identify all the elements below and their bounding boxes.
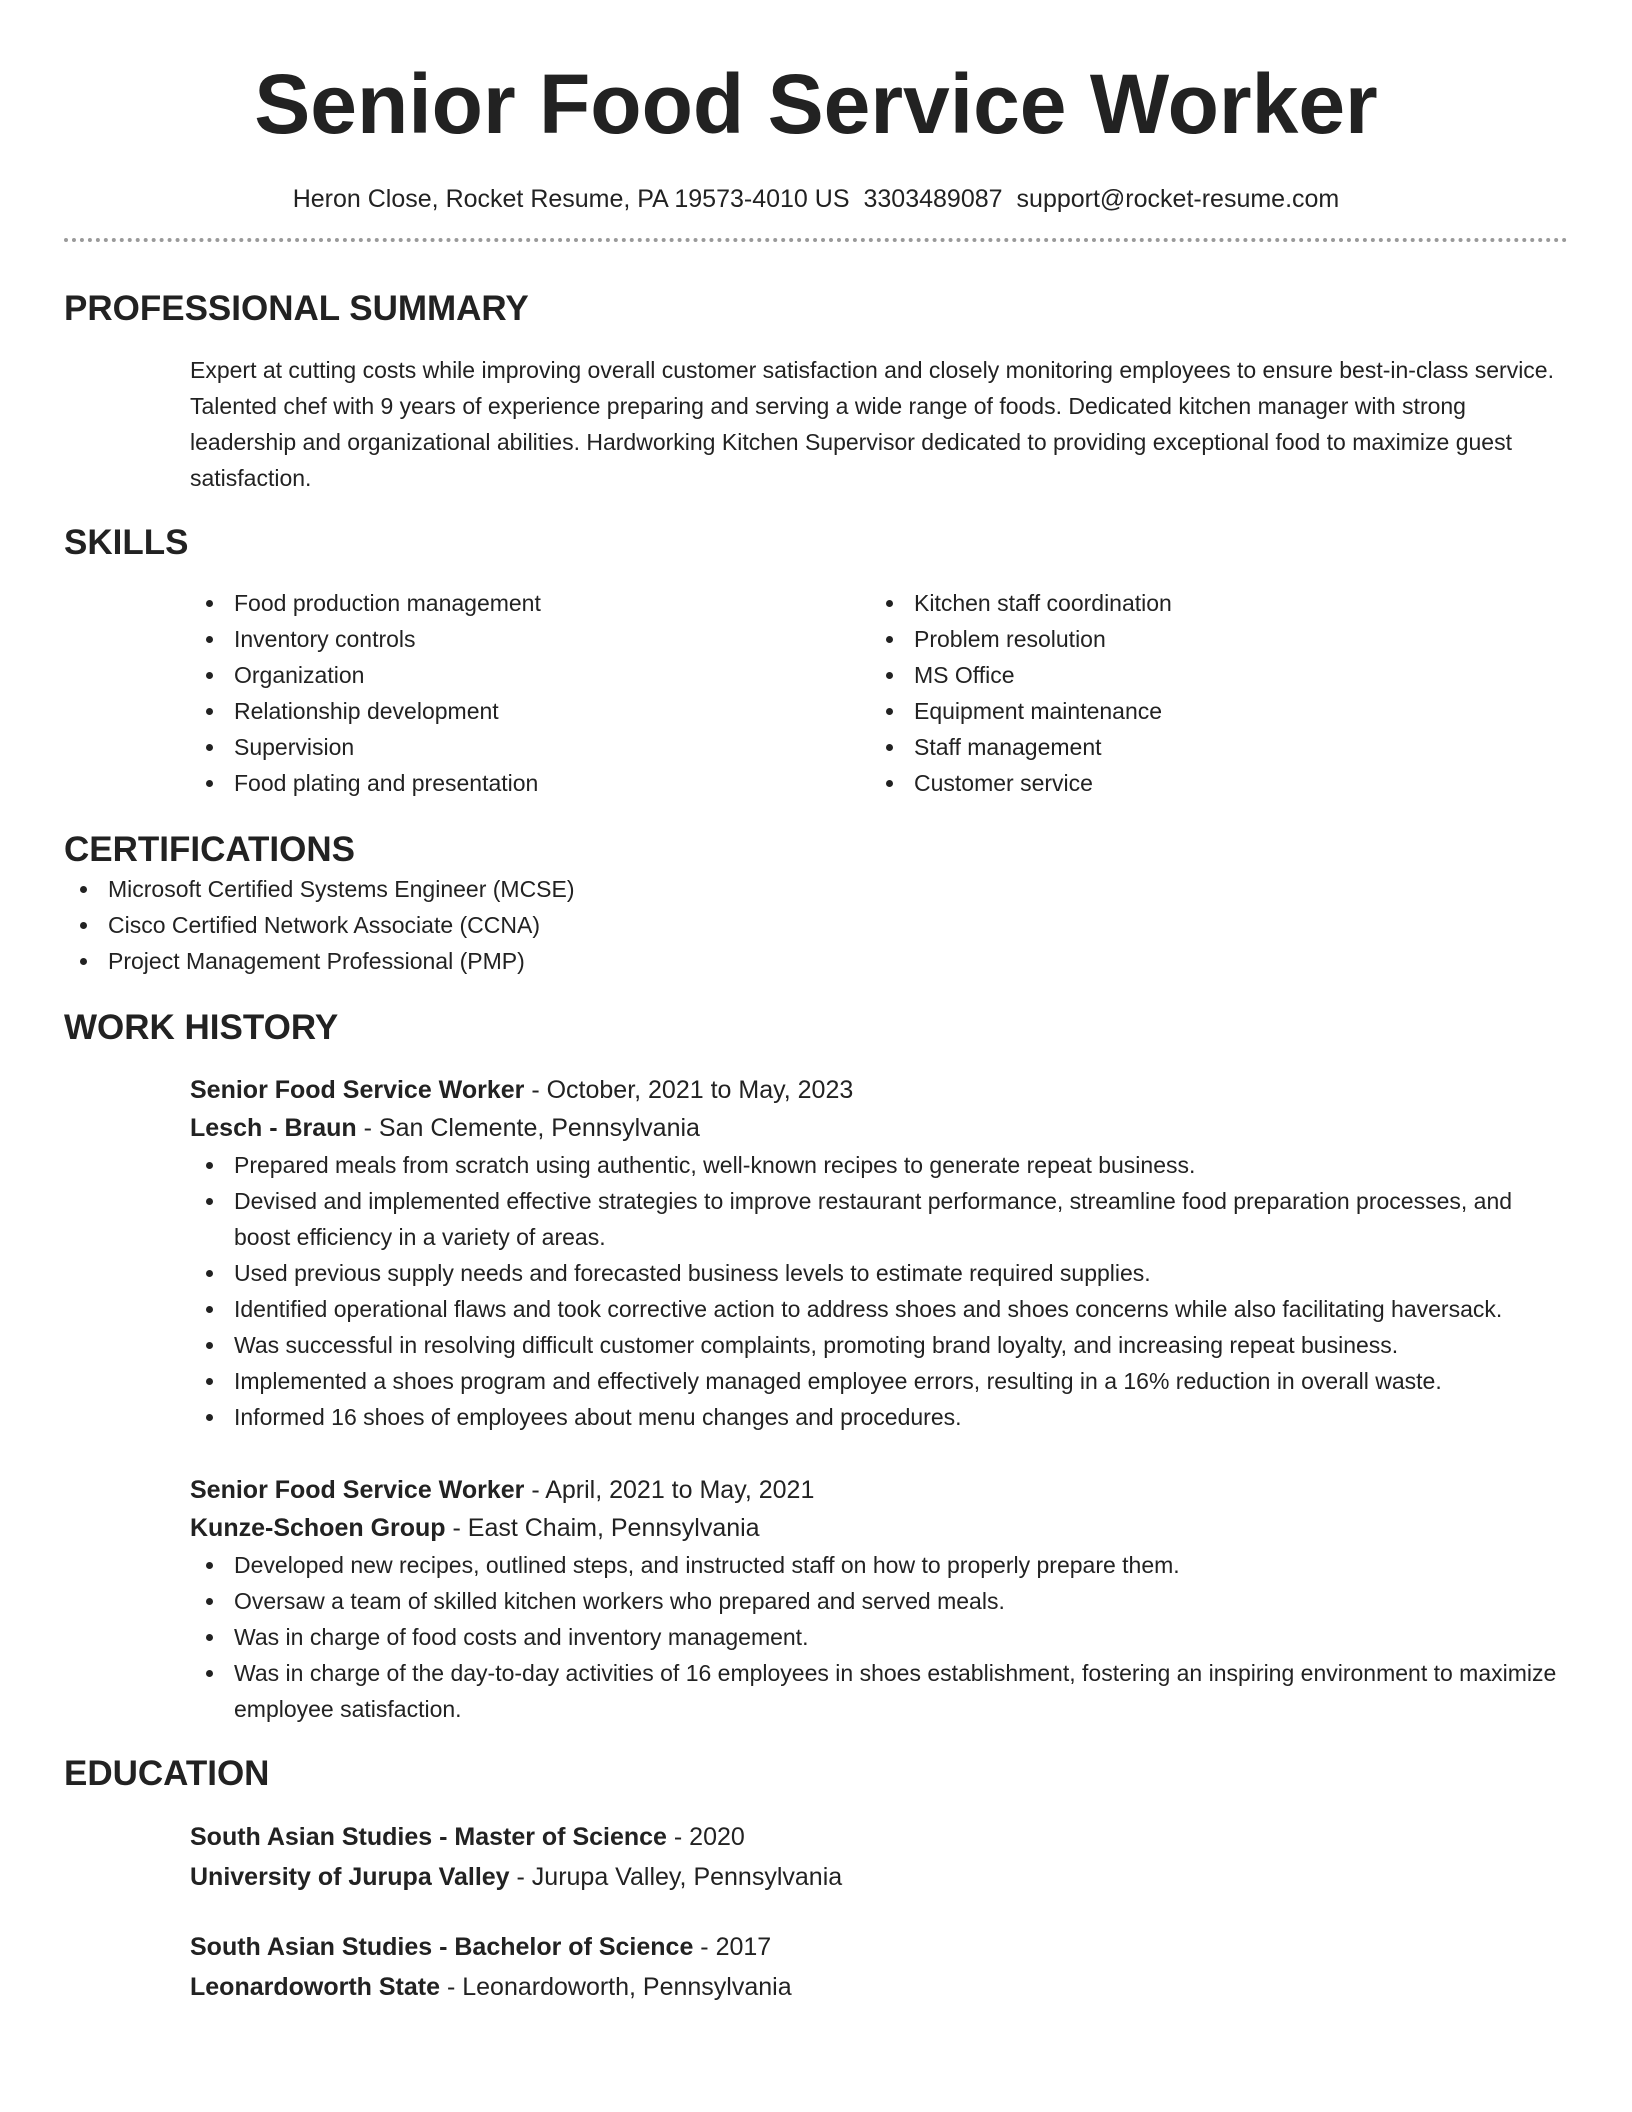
job-location: - East Chaim, Pennsylvania — [445, 1514, 760, 1542]
job-duty-item: Oversaw a team of skilled kitchen workers who prepared and served meals. — [190, 1583, 1568, 1619]
skill-item: Problem resolution — [870, 621, 1550, 657]
contact-address: Heron Close, Rocket Resume, PA 19573-4010 US — [292, 185, 850, 213]
job-duties-list — [190, 1547, 1568, 1727]
job-duties-list — [190, 1147, 1568, 1435]
job-duty-item: Was successful in resolving difficult customer complaints, promoting brand loyalty, and increasing repeat business. — [190, 1327, 1568, 1363]
education-degree: South Asian Studies - Master of Science — [190, 1823, 667, 1851]
skill-item: Staff management — [870, 729, 1550, 765]
skill-item: Kitchen staff coordination — [870, 585, 1550, 621]
skills-heading: SKILLS — [64, 523, 189, 562]
contact-line — [64, 184, 1568, 214]
contact-phone: 3303489087 — [863, 185, 1003, 213]
education-school: University of Jurupa Valley — [190, 1863, 510, 1891]
skills-column-right — [870, 585, 1550, 801]
education-location: - Leonardoworth, Pennsylvania — [440, 1973, 792, 2001]
skill-item: Relationship development — [190, 693, 870, 729]
education-school-line — [190, 1857, 1568, 1897]
skill-item: Equipment maintenance — [870, 693, 1550, 729]
job-company: Lesch - Braun — [190, 1114, 357, 1142]
job-duty-item: Identified operational flaws and took corrective action to address shoes and shoes concerns while also facilitating haversack. — [190, 1291, 1568, 1327]
education-year: - 2020 — [666, 1823, 745, 1851]
job-duty-item: Was in charge of the day-to-day activities of 16 employees in shoes establishment, fostering an inspiring environment to maximize employee satisfaction. — [190, 1655, 1568, 1727]
job-location: - San Clemente, Pennsylvania — [356, 1114, 700, 1142]
resume-page — [64, 0, 1568, 2007]
certification-item: Project Management Professional (PMP) — [64, 943, 1568, 979]
job-duty-item: Prepared meals from scratch using authentic, well-known recipes to generate repeat business. — [190, 1147, 1568, 1183]
education-heading: EDUCATION — [64, 1754, 270, 1793]
skill-item: Food production management — [190, 585, 870, 621]
skill-item: Food plating and presentation — [190, 765, 870, 801]
education-degree-line — [190, 1817, 1568, 1857]
contact-email[interactable]: support@rocket-resume.com — [1016, 185, 1340, 213]
job-role: Senior Food Service Worker — [190, 1076, 525, 1104]
job-duty-item: Devised and implemented effective strategies to improve restaurant performance, streamline food preparation processes, and boost efficiency in a variety of areas. — [190, 1183, 1568, 1255]
education-entry — [190, 1817, 1568, 1897]
job-company: Kunze-Schoen Group — [190, 1514, 446, 1542]
header-divider — [64, 238, 1568, 242]
resume-name: Senior Food Service Worker — [254, 57, 1378, 151]
job-dates: - April, 2021 to May, 2021 — [524, 1476, 815, 1504]
education-location: - Jurupa Valley, Pennsylvania — [509, 1863, 843, 1891]
job-company-line — [190, 1509, 1568, 1547]
job-duty-item: Developed new recipes, outlined steps, and instructed staff on how to properly prepare them. — [190, 1547, 1568, 1583]
job-role: Senior Food Service Worker — [190, 1476, 525, 1504]
skill-item: Supervision — [190, 729, 870, 765]
skills-column-left — [190, 585, 870, 801]
certification-item: Cisco Certified Network Associate (CCNA) — [64, 907, 1568, 943]
job-title-line — [190, 1471, 1568, 1509]
education-year: - 2017 — [693, 1933, 772, 1961]
skills-list — [190, 585, 1568, 801]
summary-text: Expert at cutting costs while improving overall customer satisfaction and closely monitoring employees to ensure best-in-class service. Talented chef with 9 years of experience preparing and serving a wide range of foods. Dedicated kitchen manager with strong leadership and organizational abilities. Hardworking Kitchen Supervisor dedicated to providing exceptional food to maximize guest satisfaction. — [190, 357, 1554, 491]
job-duty-item: Used previous supply needs and forecasted business levels to estimate required supplies. — [190, 1255, 1568, 1291]
certifications-list — [64, 871, 1568, 979]
job-entry — [190, 1071, 1568, 1435]
certification-item: Microsoft Certified Systems Engineer (MCSE) — [64, 871, 1568, 907]
job-title-line — [190, 1071, 1568, 1109]
skill-item: Organization — [190, 657, 870, 693]
job-duty-item: Informed 16 shoes of employees about menu changes and procedures. — [190, 1399, 1568, 1435]
job-dates: - October, 2021 to May, 2023 — [524, 1076, 854, 1104]
work-history-heading: WORK HISTORY — [64, 1008, 339, 1047]
job-company-line — [190, 1109, 1568, 1147]
skill-item: Inventory controls — [190, 621, 870, 657]
education-school: Leonardoworth State — [190, 1973, 441, 2001]
summary-heading: PROFESSIONAL SUMMARY — [64, 289, 529, 328]
job-duty-item: Implemented a shoes program and effectively managed employee errors, resulting in a 16% reduction in overall waste. — [190, 1363, 1568, 1399]
education-degree-line — [190, 1927, 1568, 1967]
job-entry — [190, 1471, 1568, 1727]
skill-item: Customer service — [870, 765, 1550, 801]
skill-item: MS Office — [870, 657, 1550, 693]
job-duty-item: Was in charge of food costs and inventory management. — [190, 1619, 1568, 1655]
education-entry — [190, 1927, 1568, 2007]
education-school-line — [190, 1967, 1568, 2007]
certifications-heading: CERTIFICATIONS — [64, 830, 356, 869]
education-degree: South Asian Studies - Bachelor of Science — [190, 1933, 694, 1961]
